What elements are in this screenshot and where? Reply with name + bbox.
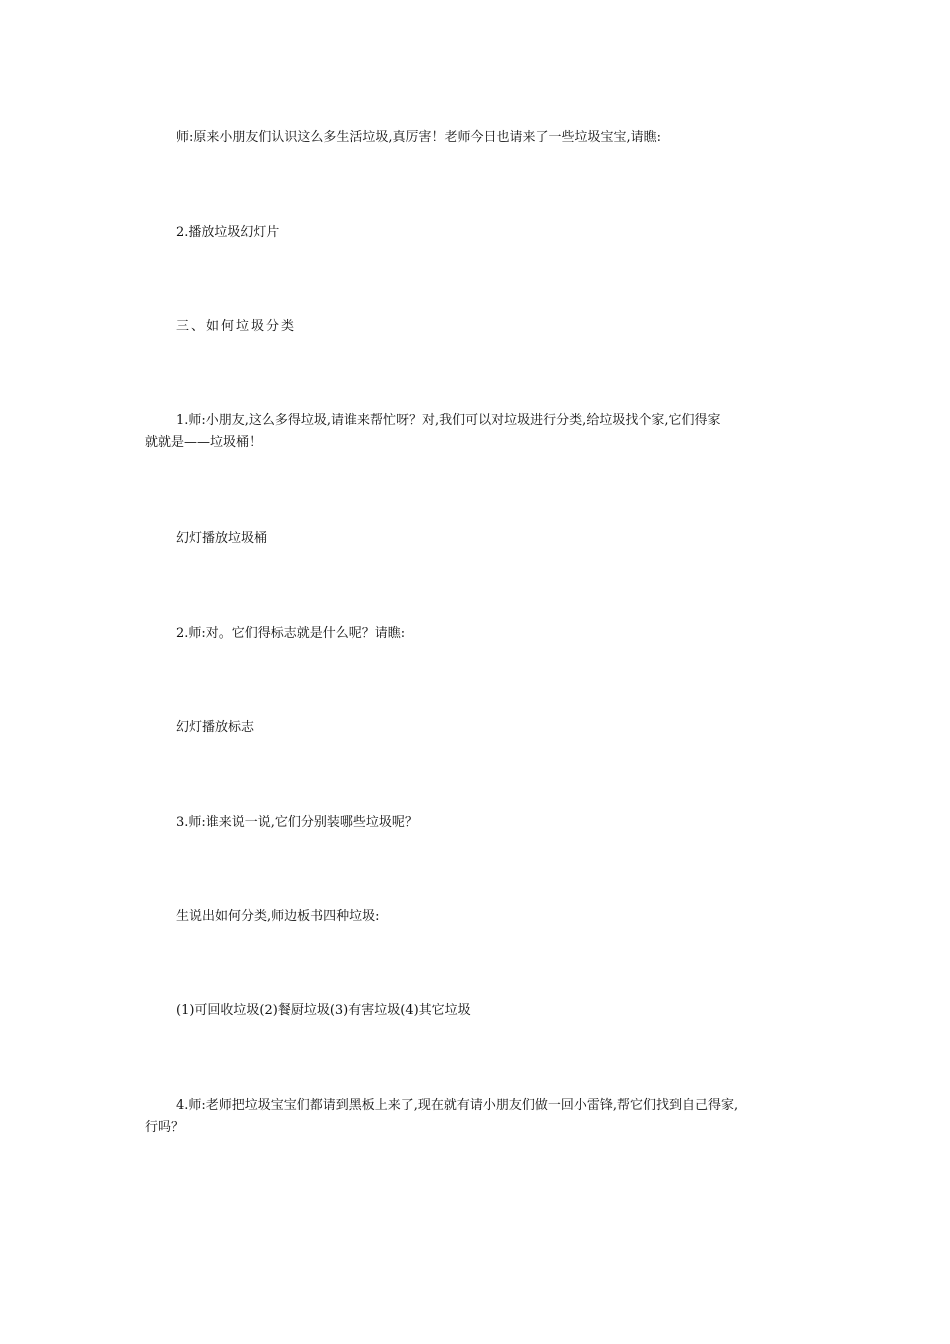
paragraph-line: 3.师:谁来说一说,它们分别装哪些垃圾呢？ — [176, 815, 418, 830]
paragraph-line: 幻灯播放标志 — [176, 720, 255, 735]
paragraph-student-answer — [0, 906, 950, 928]
section-heading-text: 三、如何垃圾分类 — [176, 319, 297, 334]
paragraph-line: 2.师:对。它们得标志就是什么呢？请瞧: — [176, 626, 406, 641]
paragraph-question-4 — [0, 1095, 950, 1139]
paragraph-line: 行吗？ — [145, 1120, 185, 1135]
section-heading — [0, 316, 950, 338]
paragraph-line: 1.师:小朋友,这么多得垃圾,请谁来帮忙呀？对,我们可以对垃圾进行分类,给垃圾找个家,它们得家 — [176, 413, 721, 428]
paragraph-line: 幻灯播放垃圾桶 — [176, 531, 268, 546]
paragraph-play-slides — [0, 222, 950, 244]
paragraph-slide-bins — [0, 528, 950, 550]
paragraph-line: 2.播放垃圾幻灯片 — [176, 225, 280, 240]
paragraph-line: 就就是——垃圾桶！ — [145, 435, 263, 450]
paragraph-question-3 — [0, 812, 950, 834]
paragraph-question-2 — [0, 623, 950, 645]
paragraph-teacher-intro — [0, 127, 950, 149]
paragraph-line: 师:原来小朋友们认识这么多生活垃圾,真厉害！老师今日也请来了一些垃圾宝宝,请瞧: — [176, 130, 662, 145]
paragraph-line: 生说出如何分类,师边板书四种垃圾: — [176, 909, 380, 924]
paragraph-line: 4.师:老师把垃圾宝宝们都请到黑板上来了,现在就有请小朋友们做一回小雷锋,帮它们找到自己得家, — [176, 1098, 739, 1113]
paragraph-slide-signs — [0, 717, 950, 739]
paragraph-question-1 — [0, 410, 950, 454]
paragraph-line: (1)可回收垃圾(2)餐厨垃圾(3)有害垃圾(4)其它垃圾 — [176, 1003, 471, 1018]
paragraph-four-categories — [0, 1000, 950, 1022]
